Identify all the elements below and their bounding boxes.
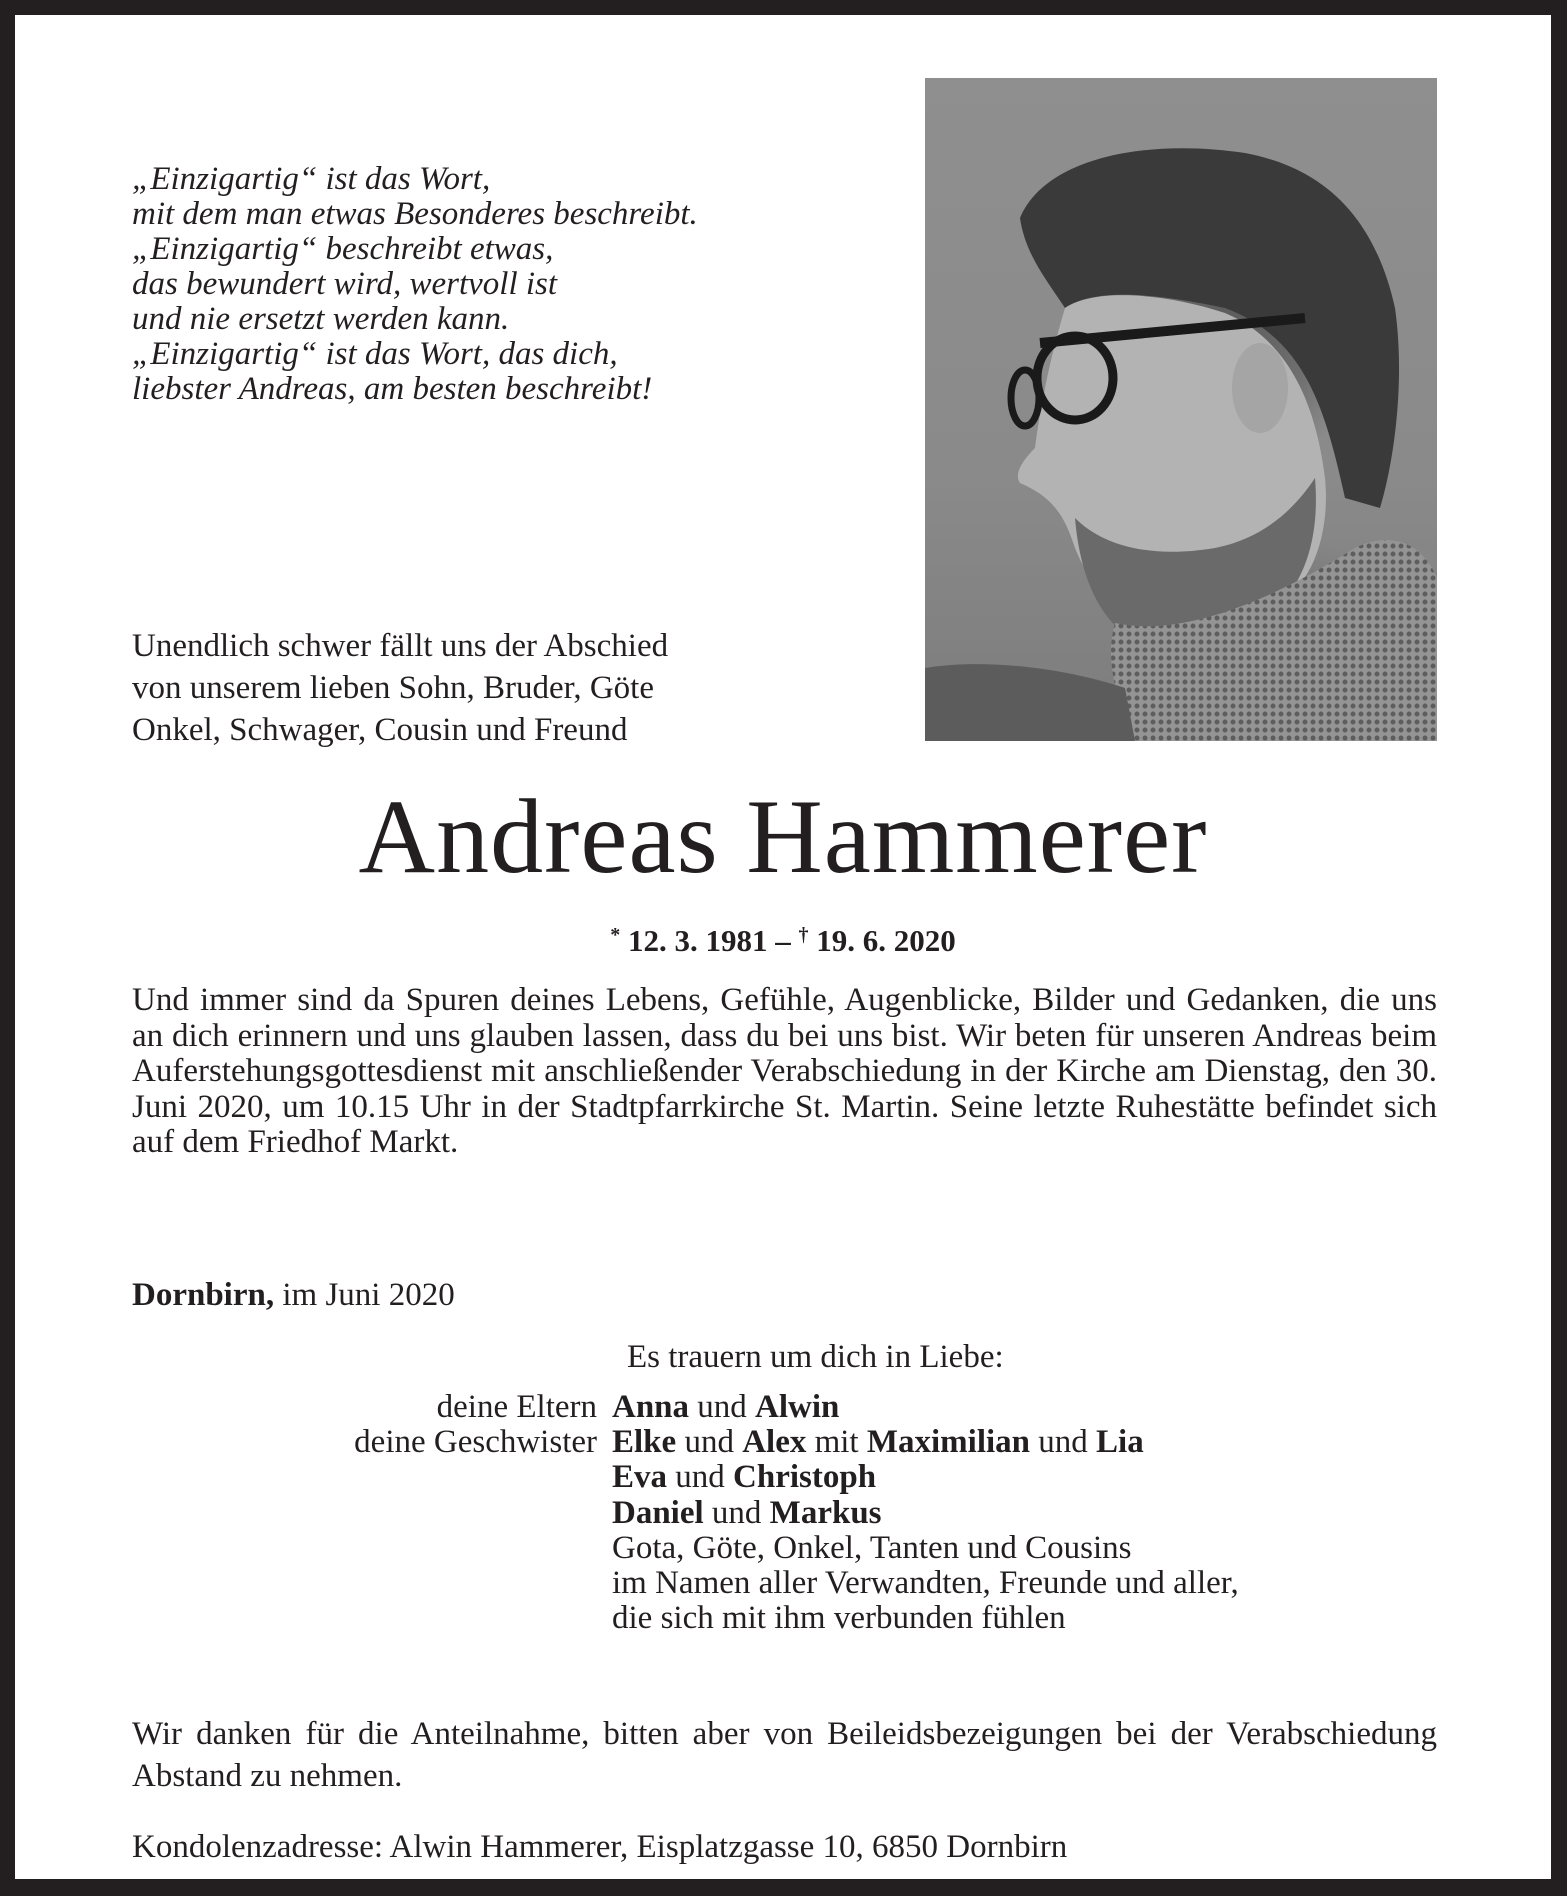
mourner-relation-label	[132, 1496, 612, 1531]
mourner-name: Alex	[742, 1424, 807, 1461]
mourner-row	[132, 1390, 1452, 1425]
mourner-relation-label: deine Geschwister	[354, 1424, 597, 1461]
mourner-connector: und	[667, 1459, 734, 1496]
mourner-names	[612, 1425, 1452, 1460]
birth-date: 12. 3. 1981	[628, 923, 768, 958]
mourner-names	[612, 1460, 1452, 1495]
condolence-address: Kondolenzadresse: Alwin Hammerer, Eisplatzgasse 10, 6850 Dornbirn	[132, 1829, 1068, 1865]
mourner-relation-label	[132, 1566, 612, 1601]
mourner-row	[132, 1425, 1452, 1460]
mourner-connector: und	[1030, 1424, 1097, 1461]
mourner-row	[132, 1460, 1452, 1495]
mourner-name: Lia	[1096, 1424, 1144, 1461]
mourner-relation-label	[132, 1601, 612, 1636]
mourner-connector: mit	[806, 1424, 867, 1461]
intro-line: Onkel, Schwager, Cousin und Freund	[132, 712, 628, 748]
mourner-names	[612, 1390, 1452, 1425]
poem-line: „Einzigartig“ ist das Wort,	[132, 161, 491, 197]
mourner-connector: Gota, Göte, Onkel, Tanten und Cousins	[612, 1529, 1132, 1566]
poem-line: das bewundert wird, wertvoll ist	[132, 266, 558, 302]
portrait-silhouette-icon	[925, 78, 1437, 741]
mourner-relation-label: deine Eltern	[436, 1389, 597, 1425]
mourner-connector: und	[689, 1389, 756, 1425]
memorial-paragraph: Und immer sind da Spuren deines Lebens, Gefühle, Augenblicke, Bilder und Gedanken, die uns an dich erinnern und uns glauben lassen, dass du bei uns bist. Wir beten für unseren Andreas beim Auferstehungsgottesdienst mit anschließender Verabschiedung in der Kirche am Dienstag, den 30. Juni 2020, um 10.15 Uhr in der Stadtpfarrkirche St. Martin. Seine letzte Ruhestätte befindet sich auf dem Friedhof Markt.	[132, 982, 1437, 1160]
mourner-name: Eva	[612, 1459, 668, 1496]
death-date: 19. 6. 2020	[816, 923, 956, 958]
poem-line: und nie ersetzt werden kann.	[132, 301, 510, 337]
mourner-name: Anna	[612, 1389, 690, 1425]
life-dates	[15, 915, 1551, 961]
mourner-connector: im Namen aller Verwandten, Freunde und aller,	[612, 1564, 1239, 1601]
portrait-photo	[925, 78, 1437, 741]
mourner-row	[132, 1601, 1452, 1636]
date-separator: –	[767, 923, 799, 958]
obituary-page	[15, 15, 1551, 1879]
mourner-names	[612, 1566, 1452, 1601]
place-date: im Juni 2020	[274, 1277, 455, 1313]
mourner-relation-label	[132, 1460, 612, 1495]
mourner-connector: und	[676, 1424, 743, 1461]
death-cross-icon: †	[798, 924, 809, 946]
mourner-connector: die sich mit ihm verbunden fühlen	[612, 1600, 1066, 1637]
intro-text	[132, 625, 668, 751]
intro-line: von unserem lieben Sohn, Bruder, Göte	[132, 670, 654, 706]
mourners-heading: Es trauern um dich in Liebe:	[627, 1339, 1004, 1375]
mourner-name: Maximilian	[866, 1424, 1031, 1461]
place-city: Dornbirn,	[132, 1277, 275, 1313]
birth-star-icon: *	[610, 924, 621, 946]
mourner-name: Markus	[769, 1494, 882, 1531]
mourner-name: Elke	[612, 1424, 677, 1461]
poem-line: liebster Andreas, am besten beschreibt!	[132, 371, 653, 407]
poem-line: „Einzigartig“ ist das Wort, das dich,	[132, 336, 618, 372]
intro-line: Unendlich schwer fällt uns der Abschied	[132, 628, 669, 664]
mourners-list	[132, 1390, 1452, 1636]
mourner-relation-label	[132, 1531, 612, 1566]
mourner-names	[612, 1531, 1452, 1566]
poem-line: „Einzigartig“ beschreibt etwas,	[132, 231, 554, 267]
poem	[132, 162, 698, 407]
thanks-paragraph: Wir danken für die Anteilnahme, bitten aber von Beileidsbezeigungen bei der Verabschiedung Abstand zu nehmen.	[132, 1716, 1437, 1794]
place-date-line	[132, 1275, 455, 1315]
mourner-names	[612, 1496, 1452, 1531]
mourner-name: Alwin	[755, 1389, 840, 1425]
deceased-name: Andreas Hammerer	[358, 778, 1208, 895]
mourner-names	[612, 1601, 1452, 1636]
mourner-row	[132, 1531, 1452, 1566]
poem-line: mit dem man etwas Besonderes beschreibt.	[132, 196, 698, 232]
mourner-connector: und	[703, 1494, 770, 1531]
mourner-name: Christoph	[733, 1459, 877, 1496]
mourner-row	[132, 1496, 1452, 1531]
mourner-row	[132, 1566, 1452, 1601]
mourner-name: Daniel	[612, 1494, 704, 1531]
